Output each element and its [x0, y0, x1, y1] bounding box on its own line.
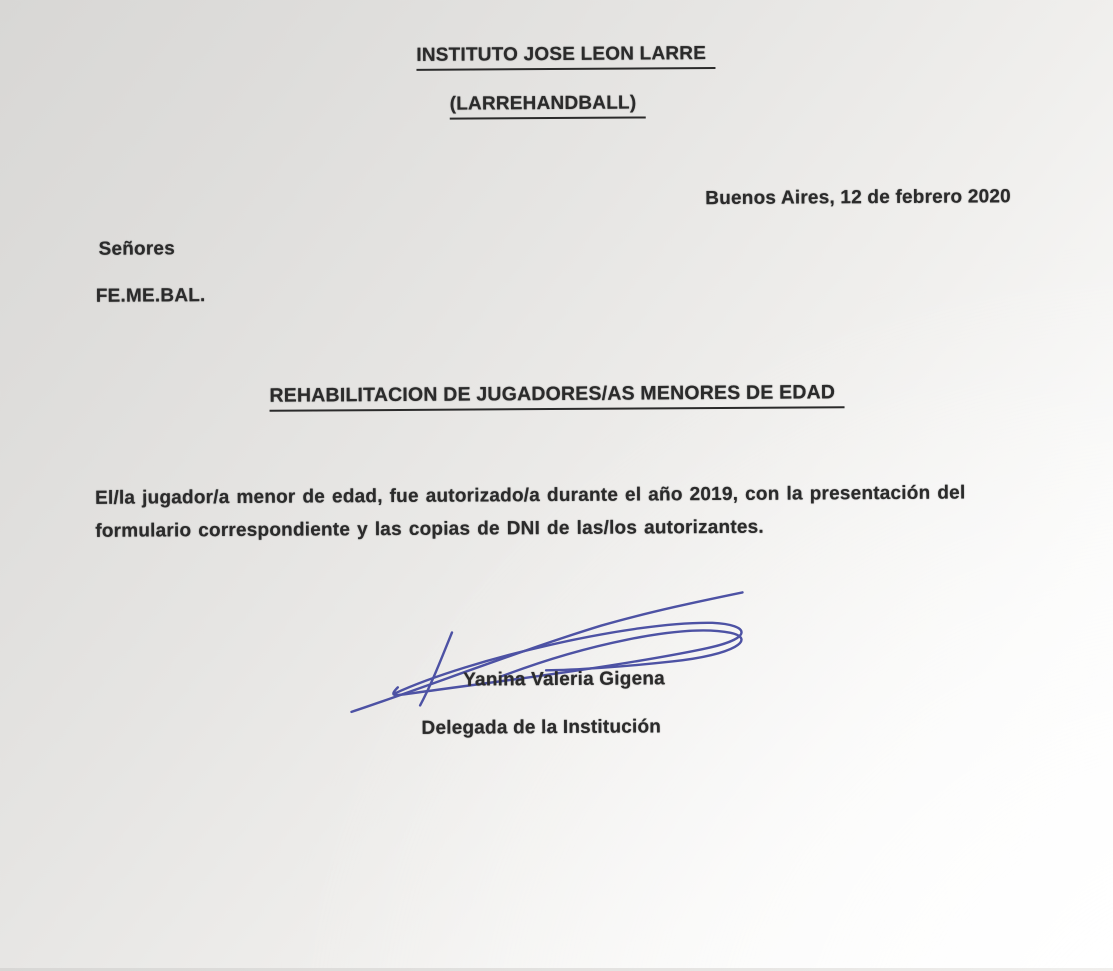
- body-paragraph: El/la jugador/a menor de edad, fue autorizado/a durante el año 2019, con la presentación del formulario correspondiente y las copias de DNI de las/los autorizantes.: [95, 482, 966, 542]
- handwritten-signature: [339, 577, 764, 714]
- letterhead-club-name: (LARREHANDBALL): [450, 92, 646, 119]
- signer-name: Yanina Valeria Gigena: [463, 668, 665, 691]
- signer-title: Delegada de la Institución: [421, 716, 662, 739]
- letterhead-institution-name: INSTITUTO JOSE LEON LARRE: [416, 43, 715, 71]
- dateline: Buenos Aires, 12 de febrero 2020: [705, 186, 1011, 210]
- recipient-organization: FE.ME.BAL.: [95, 285, 206, 307]
- subject-line: REHABILITACION DE JUGADORES/AS MENORES DE EDAD: [269, 381, 844, 412]
- recipient-salutation: Señores: [98, 238, 176, 260]
- signature-stroke: [420, 633, 453, 706]
